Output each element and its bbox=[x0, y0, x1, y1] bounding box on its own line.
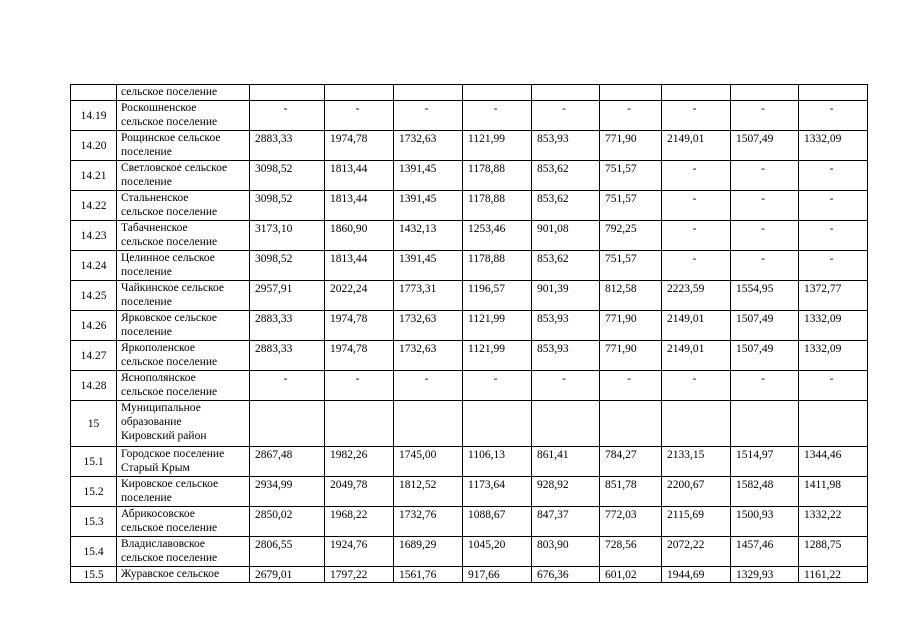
tariff-value: 1554,95 bbox=[731, 281, 799, 311]
tariff-value: - bbox=[799, 371, 868, 401]
settlement-name-line: Чайкинское сельское bbox=[121, 282, 225, 294]
settlement-name-line: Муниципальное bbox=[121, 402, 201, 414]
tariff-value: 3098,52 bbox=[250, 161, 325, 191]
tariff-value: - bbox=[731, 251, 799, 281]
tariff-value: 2022,24 bbox=[325, 281, 394, 311]
tariff-value: 1924,76 bbox=[325, 537, 394, 567]
settlement-name-line: Целинное сельское bbox=[121, 252, 215, 264]
tariff-value: 1514,97 bbox=[731, 447, 799, 477]
settlement-name-line: Светловское сельское bbox=[121, 162, 228, 174]
tariff-value: 1372,77 bbox=[799, 281, 868, 311]
tariff-value: 771,90 bbox=[600, 341, 662, 371]
tariff-value: 2149,01 bbox=[662, 311, 731, 341]
tariff-value: 2883,33 bbox=[250, 131, 325, 161]
table-row bbox=[71, 567, 868, 583]
tariff-value: 2957,91 bbox=[250, 281, 325, 311]
settlement-name bbox=[117, 447, 250, 477]
table-row bbox=[71, 161, 868, 191]
tariff-value: 1253,46 bbox=[463, 221, 532, 251]
tariff-value bbox=[731, 401, 799, 447]
tariff-value: 1344,46 bbox=[799, 447, 868, 477]
settlement-name bbox=[117, 281, 250, 311]
tariff-value: - bbox=[600, 371, 662, 401]
tariff-value: 1332,22 bbox=[799, 507, 868, 537]
tariff-value: - bbox=[799, 101, 868, 131]
tariff-value bbox=[325, 401, 394, 447]
tariff-value bbox=[325, 85, 394, 101]
tariff-value bbox=[250, 85, 325, 101]
tariff-value: 1974,78 bbox=[325, 341, 394, 371]
settlement-name bbox=[117, 371, 250, 401]
row-number: 15.3 bbox=[71, 507, 117, 537]
tariff-value: 751,57 bbox=[600, 161, 662, 191]
settlement-name-line: сельское поселение bbox=[121, 236, 218, 248]
settlement-name-line: Яркополенское bbox=[121, 342, 196, 354]
table-row bbox=[71, 371, 868, 401]
tariff-value: 1288,75 bbox=[799, 537, 868, 567]
tariff-value: 2867,48 bbox=[250, 447, 325, 477]
tariff-value: 2679,01 bbox=[250, 567, 325, 583]
tariff-value: - bbox=[394, 101, 463, 131]
tariff-value: 928,92 bbox=[532, 477, 600, 507]
tariff-value: 1121,99 bbox=[463, 311, 532, 341]
settlement-name bbox=[117, 567, 250, 583]
tariff-value: 1391,45 bbox=[394, 161, 463, 191]
row-number: 15.4 bbox=[71, 537, 117, 567]
row-number: 14.24 bbox=[71, 251, 117, 281]
tariff-value bbox=[532, 401, 600, 447]
tariff-value: - bbox=[325, 101, 394, 131]
tariff-value: 2883,33 bbox=[250, 311, 325, 341]
row-number: 14.19 bbox=[71, 101, 117, 131]
tariff-value: 2049,78 bbox=[325, 477, 394, 507]
tariff-value bbox=[600, 85, 662, 101]
tariff-value: 1813,44 bbox=[325, 251, 394, 281]
tariff-value bbox=[394, 85, 463, 101]
tariff-value: 917,66 bbox=[463, 567, 532, 583]
settlement-name-line: сельское поселение bbox=[121, 86, 218, 98]
row-number: 14.22 bbox=[71, 191, 117, 221]
row-number: 14.25 bbox=[71, 281, 117, 311]
tariff-value: 751,57 bbox=[600, 251, 662, 281]
tariff-value: 2223,59 bbox=[662, 281, 731, 311]
settlement-name-line: Кировское сельское bbox=[121, 478, 219, 490]
settlement-name-line: Ярковское сельское bbox=[121, 312, 217, 324]
settlement-name-line: сельское поселение bbox=[121, 552, 218, 564]
row-number: 14.26 bbox=[71, 311, 117, 341]
tariff-value bbox=[463, 401, 532, 447]
row-number: 15.5 bbox=[71, 567, 117, 583]
tariff-value: 803,90 bbox=[532, 537, 600, 567]
tariff-value: - bbox=[662, 101, 731, 131]
tariff-value: - bbox=[662, 251, 731, 281]
settlement-name bbox=[117, 311, 250, 341]
tariff-value: 771,90 bbox=[600, 311, 662, 341]
table-row bbox=[71, 281, 868, 311]
tariff-value: 2115,69 bbox=[662, 507, 731, 537]
row-number: 14.20 bbox=[71, 131, 117, 161]
tariff-value: 1121,99 bbox=[463, 131, 532, 161]
settlement-name bbox=[117, 477, 250, 507]
tariff-value: 1507,49 bbox=[731, 341, 799, 371]
tariff-value: 861,41 bbox=[532, 447, 600, 477]
tariff-value: 1813,44 bbox=[325, 191, 394, 221]
table-row bbox=[71, 85, 868, 101]
tariff-value: - bbox=[662, 161, 731, 191]
table-row bbox=[71, 447, 868, 477]
tariff-table bbox=[70, 84, 868, 583]
tariff-value bbox=[250, 401, 325, 447]
tariff-value: - bbox=[731, 191, 799, 221]
tariff-value bbox=[799, 85, 868, 101]
table-row bbox=[71, 477, 868, 507]
settlement-name-line: Владиславовское bbox=[121, 538, 206, 550]
tariff-value: - bbox=[250, 371, 325, 401]
tariff-value: 1561,76 bbox=[394, 567, 463, 583]
settlement-name bbox=[117, 537, 250, 567]
tariff-value: 1813,44 bbox=[325, 161, 394, 191]
table-row bbox=[71, 221, 868, 251]
tariff-value: 792,25 bbox=[600, 221, 662, 251]
tariff-value: - bbox=[799, 191, 868, 221]
settlement-name-line: сельское поселение bbox=[121, 386, 218, 398]
settlement-name bbox=[117, 507, 250, 537]
settlement-name-line: поселение bbox=[121, 326, 172, 338]
tariff-value: - bbox=[662, 371, 731, 401]
row-number: 15 bbox=[71, 401, 117, 447]
tariff-value: 853,62 bbox=[532, 251, 600, 281]
tariff-value: 3098,52 bbox=[250, 191, 325, 221]
tariff-value: 2072,22 bbox=[662, 537, 731, 567]
tariff-value: - bbox=[600, 101, 662, 131]
settlement-name bbox=[117, 191, 250, 221]
settlement-name-line: поселение bbox=[121, 492, 172, 504]
tariff-value: 901,39 bbox=[532, 281, 600, 311]
table-row bbox=[71, 251, 868, 281]
settlement-name-line: Рощинское сельское bbox=[121, 132, 221, 144]
tariff-value: - bbox=[463, 371, 532, 401]
tariff-value: 853,93 bbox=[532, 311, 600, 341]
row-number: 15.2 bbox=[71, 477, 117, 507]
tariff-value: 1332,09 bbox=[799, 131, 868, 161]
settlement-name-line: Яснополянское bbox=[121, 372, 196, 384]
tariff-value: - bbox=[799, 221, 868, 251]
table-row bbox=[71, 401, 868, 447]
tariff-value: - bbox=[799, 161, 868, 191]
tariff-value: 901,08 bbox=[532, 221, 600, 251]
tariff-value: 847,37 bbox=[532, 507, 600, 537]
settlement-name-line: сельское поселение bbox=[121, 206, 218, 218]
tariff-value: 1507,49 bbox=[731, 131, 799, 161]
tariff-value: 1121,99 bbox=[463, 341, 532, 371]
table-body bbox=[71, 85, 868, 583]
tariff-value: 1732,76 bbox=[394, 507, 463, 537]
tariff-value bbox=[600, 401, 662, 447]
tariff-value: - bbox=[394, 371, 463, 401]
tariff-value: 2149,01 bbox=[662, 341, 731, 371]
tariff-value: - bbox=[532, 101, 600, 131]
tariff-value: - bbox=[731, 221, 799, 251]
tariff-value: 812,58 bbox=[600, 281, 662, 311]
tariff-value: 1507,49 bbox=[731, 311, 799, 341]
tariff-value: - bbox=[731, 371, 799, 401]
tariff-value: - bbox=[731, 101, 799, 131]
table-row bbox=[71, 507, 868, 537]
tariff-value: - bbox=[250, 101, 325, 131]
tariff-value: 1689,29 bbox=[394, 537, 463, 567]
tariff-value: 1178,88 bbox=[463, 161, 532, 191]
tariff-value bbox=[532, 85, 600, 101]
row-number: 14.27 bbox=[71, 341, 117, 371]
tariff-value: 1732,63 bbox=[394, 311, 463, 341]
tariff-value: 676,36 bbox=[532, 567, 600, 583]
tariff-value: 1732,63 bbox=[394, 131, 463, 161]
table-row bbox=[71, 191, 868, 221]
settlement-name-line: Стальненское bbox=[121, 192, 189, 204]
tariff-value: 1732,63 bbox=[394, 341, 463, 371]
tariff-value bbox=[799, 401, 868, 447]
tariff-value: 2149,01 bbox=[662, 131, 731, 161]
tariff-value: 1812,52 bbox=[394, 477, 463, 507]
settlement-name bbox=[117, 131, 250, 161]
tariff-value: 1329,93 bbox=[731, 567, 799, 583]
tariff-value: - bbox=[532, 371, 600, 401]
tariff-value bbox=[394, 401, 463, 447]
tariff-value: 3098,52 bbox=[250, 251, 325, 281]
tariff-value: 1391,45 bbox=[394, 191, 463, 221]
settlement-name bbox=[117, 251, 250, 281]
settlement-name-line: поселение bbox=[121, 296, 172, 308]
settlement-name-line: сельское поселение bbox=[121, 522, 218, 534]
tariff-value: 1178,88 bbox=[463, 191, 532, 221]
tariff-value: 771,90 bbox=[600, 131, 662, 161]
settlement-name bbox=[117, 401, 250, 447]
tariff-value: 2883,33 bbox=[250, 341, 325, 371]
tariff-value: 1797,22 bbox=[325, 567, 394, 583]
tariff-value: 2806,55 bbox=[250, 537, 325, 567]
tariff-value: 1332,09 bbox=[799, 341, 868, 371]
tariff-value: 851,78 bbox=[600, 477, 662, 507]
table-row bbox=[71, 537, 868, 567]
tariff-value: 1161,22 bbox=[799, 567, 868, 583]
tariff-value: 2934,99 bbox=[250, 477, 325, 507]
tariff-value: 2200,67 bbox=[662, 477, 731, 507]
tariff-value: - bbox=[463, 101, 532, 131]
tariff-value: 1974,78 bbox=[325, 311, 394, 341]
settlement-name-line: Роскошненское bbox=[121, 102, 197, 114]
settlement-name bbox=[117, 161, 250, 191]
tariff-value: 1860,90 bbox=[325, 221, 394, 251]
row-number: 14.21 bbox=[71, 161, 117, 191]
tariff-value: 3173,10 bbox=[250, 221, 325, 251]
settlement-name-line: сельское поселение bbox=[121, 116, 218, 128]
tariff-value: 1974,78 bbox=[325, 131, 394, 161]
tariff-value bbox=[662, 85, 731, 101]
settlement-name-line: Старый Крым bbox=[121, 462, 190, 474]
table-row bbox=[71, 131, 868, 161]
tariff-value: 1432,13 bbox=[394, 221, 463, 251]
tariff-value: 784,27 bbox=[600, 447, 662, 477]
settlement-name-line: Абрикосовское bbox=[121, 508, 195, 520]
tariff-value: 1391,45 bbox=[394, 251, 463, 281]
tariff-value: 2133,15 bbox=[662, 447, 731, 477]
settlement-name-line: Кировский район bbox=[121, 430, 207, 442]
tariff-value: 728,56 bbox=[600, 537, 662, 567]
settlement-name-line: сельское поселение bbox=[121, 356, 218, 368]
table-row bbox=[71, 341, 868, 371]
table-row bbox=[71, 311, 868, 341]
tariff-value: 1500,93 bbox=[731, 507, 799, 537]
settlement-name bbox=[117, 85, 250, 101]
settlement-name-line: Табачненское bbox=[121, 222, 188, 234]
tariff-value: 853,62 bbox=[532, 161, 600, 191]
row-number bbox=[71, 85, 117, 101]
tariff-value: 1745,00 bbox=[394, 447, 463, 477]
tariff-value bbox=[463, 85, 532, 101]
tariff-value bbox=[662, 401, 731, 447]
tariff-value: 1773,31 bbox=[394, 281, 463, 311]
tariff-value: 853,93 bbox=[532, 341, 600, 371]
tariff-value: 1457,46 bbox=[731, 537, 799, 567]
tariff-value: 853,93 bbox=[532, 131, 600, 161]
settlement-name bbox=[117, 101, 250, 131]
settlement-name-line: Городское поселение bbox=[121, 448, 225, 460]
settlement-name-line: образование bbox=[121, 416, 182, 428]
tariff-value: 1196,57 bbox=[463, 281, 532, 311]
tariff-value: 853,62 bbox=[532, 191, 600, 221]
tariff-value: 1088,67 bbox=[463, 507, 532, 537]
tariff-value: 1332,09 bbox=[799, 311, 868, 341]
tariff-value: 1411,98 bbox=[799, 477, 868, 507]
settlement-name-line: поселение bbox=[121, 146, 172, 158]
table-row bbox=[71, 101, 868, 131]
settlement-name-line: поселение bbox=[121, 176, 172, 188]
tariff-value: 1173,64 bbox=[463, 477, 532, 507]
tariff-value: 1106,13 bbox=[463, 447, 532, 477]
tariff-value: 1982,26 bbox=[325, 447, 394, 477]
row-number: 15.1 bbox=[71, 447, 117, 477]
row-number: 14.28 bbox=[71, 371, 117, 401]
tariff-value: 1582,48 bbox=[731, 477, 799, 507]
row-number: 14.23 bbox=[71, 221, 117, 251]
settlement-name-line: поселение bbox=[121, 266, 172, 278]
tariff-value: - bbox=[799, 251, 868, 281]
tariff-value bbox=[731, 85, 799, 101]
tariff-value: 1045,20 bbox=[463, 537, 532, 567]
tariff-value: 2850,02 bbox=[250, 507, 325, 537]
tariff-value: - bbox=[731, 161, 799, 191]
tariff-value: - bbox=[662, 221, 731, 251]
settlement-name-line: Журавское сельское bbox=[121, 568, 220, 580]
tariff-value: 1178,88 bbox=[463, 251, 532, 281]
tariff-value: 1944,69 bbox=[662, 567, 731, 583]
tariff-value: 772,03 bbox=[600, 507, 662, 537]
tariff-value: 751,57 bbox=[600, 191, 662, 221]
tariff-value: 1968,22 bbox=[325, 507, 394, 537]
tariff-value: - bbox=[325, 371, 394, 401]
settlement-name bbox=[117, 341, 250, 371]
tariff-value: - bbox=[662, 191, 731, 221]
settlement-name bbox=[117, 221, 250, 251]
tariff-value: 601,02 bbox=[600, 567, 662, 583]
